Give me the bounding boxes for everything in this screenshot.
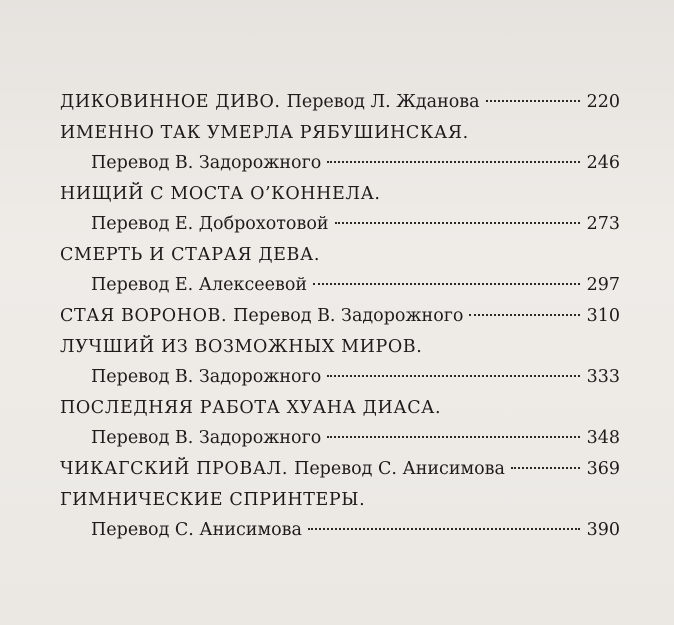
toc-entry [60, 454, 620, 484]
entry-title: ГИМНИЧЕСКИЕ СПРИНТЕРЫ. [60, 490, 366, 510]
toc-entry [60, 118, 620, 178]
dot-leader [327, 375, 580, 377]
dot-leader [327, 161, 580, 163]
toc-entry [60, 87, 620, 117]
entry-page-number: 220 [586, 92, 620, 112]
entry-translator: Перевод С. Анисимова [91, 520, 302, 540]
entry-translator: Перевод В. Задорожного [233, 306, 464, 326]
entry-title: ИМЕННО ТАК УМЕРЛА РЯБУШИНСКАЯ. [60, 123, 469, 143]
toc-entry [60, 179, 620, 239]
toc-entry [60, 240, 620, 300]
entry-title: ЛУЧШИЙ ИЗ ВОЗМОЖНЫХ МИРОВ. [60, 337, 423, 357]
entry-title: НИЩИЙ С МОСТА О’КОННЕЛА. [60, 184, 381, 204]
entry-page-number: 369 [586, 459, 620, 479]
entry-translator: Перевод Л. Жданова [286, 92, 480, 112]
entry-page-number: 297 [586, 275, 620, 295]
entry-page-number: 333 [586, 367, 620, 387]
toc-entry [60, 332, 620, 392]
toc-entry [60, 393, 620, 453]
entry-page-number: 390 [586, 520, 620, 540]
dot-leader [469, 314, 580, 316]
entry-translator: Перевод Е. Доброхотовой [91, 214, 329, 234]
dot-leader [335, 222, 580, 224]
entry-title: СТАЯ ВОРОНОВ. [60, 306, 228, 326]
dot-leader [308, 528, 580, 530]
entry-translator: Перевод В. Задорожного [91, 428, 322, 448]
entry-page-number: 348 [586, 428, 620, 448]
entry-title: ПОСЛЕДНЯЯ РАБОТА ХУАНА ДИАСА. [60, 398, 442, 418]
entry-title: СМЕРТЬ И СТАРАЯ ДЕВА. [60, 245, 321, 265]
entry-page-number: 310 [586, 306, 620, 326]
entry-page-number: 273 [586, 214, 620, 234]
entry-translator: Перевод С. Анисимова [294, 459, 505, 479]
entry-translator: Перевод В. Задорожного [91, 367, 322, 387]
entry-title: ЧИКАГСКИЙ ПРОВАЛ. [60, 459, 289, 479]
entry-translator: Перевод Е. Алексеевой [91, 275, 308, 295]
entry-title: ДИКОВИННОЕ ДИВО. [60, 92, 281, 112]
entry-translator: Перевод В. Задорожного [91, 153, 322, 173]
dot-leader [313, 283, 580, 285]
toc-entry [60, 485, 620, 545]
dot-leader [486, 100, 580, 102]
toc-entry [60, 301, 620, 331]
dot-leader [327, 436, 580, 438]
table-of-contents [60, 87, 620, 545]
entry-page-number: 246 [586, 153, 620, 173]
dot-leader [511, 467, 580, 469]
